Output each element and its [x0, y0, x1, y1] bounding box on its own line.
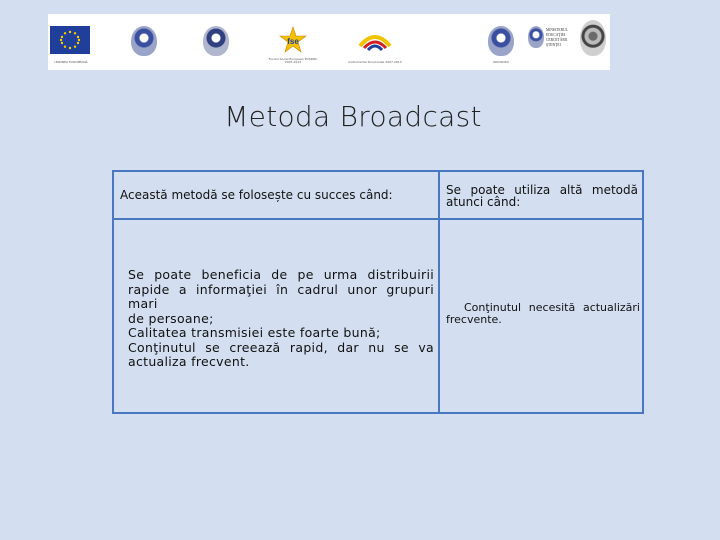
body-left-line: Conţinutul se creează rapid, dar nu se va — [128, 339, 434, 355]
ministerul-educatiei-logo — [528, 14, 572, 70]
coat-of-arms-icon — [488, 26, 514, 56]
body-left-line: Calitatea transmisiei este foarte bună; — [128, 325, 381, 340]
body-left-line: rapide a informaţiei în cadrul unor grupuri mari — [128, 281, 434, 311]
university-crest-icon — [580, 20, 606, 56]
header-right-line1: Se poate utiliza altă metodă — [446, 183, 638, 197]
svg-text:fse: fse — [287, 37, 299, 46]
body-left-line: de persoane; — [128, 310, 214, 326]
coat-of-arms-icon — [528, 26, 544, 48]
body-left-line: Se poate beneficia de pe urma distribuirii — [128, 267, 434, 282]
header-right-line2: atunci când: — [446, 195, 521, 209]
header-right-text — [440, 172, 642, 208]
coat-of-arms-icon — [203, 26, 229, 56]
fse-caption: Fondul Social European POSDRU 2007-2013 — [268, 57, 318, 64]
universitate-logo — [576, 14, 610, 70]
body-right-text — [440, 220, 642, 326]
body-cell-left — [113, 219, 439, 413]
table-header-row — [113, 171, 643, 219]
body-right-word: necesită — [528, 301, 576, 314]
body-right-word: actualizări — [582, 301, 640, 314]
body-left-text — [114, 220, 438, 370]
comparison-table — [112, 170, 644, 414]
fse-logo — [268, 14, 318, 70]
header-cell-left — [113, 171, 439, 219]
body-right-word: Conţinutul — [464, 301, 522, 314]
header-cell-right — [439, 171, 643, 219]
body-left-line: actualiza frecvent. — [128, 354, 250, 369]
ministerul-muncii-logo — [200, 14, 232, 70]
instrumente-caption: Instrumente Structurale 2007-2013 — [348, 60, 402, 64]
eu-flag-logo — [48, 14, 94, 70]
header-left-text: Această metodă se folosește cu succes când: — [120, 188, 393, 202]
instrumente-structurale-logo — [346, 14, 404, 70]
coat-of-arms-icon — [131, 26, 157, 56]
oipsdru-caption: OIPOSDRU — [493, 60, 509, 64]
fse-star-icon — [279, 26, 307, 56]
guvernul-romaniei-logo — [128, 14, 160, 70]
body-right-line2: frecvente. — [446, 313, 502, 326]
instrumente-structurale-icon — [357, 24, 393, 54]
table-body-row — [113, 219, 643, 413]
eu-flag-icon — [50, 26, 90, 54]
eu-caption: UNIUNEA EUROPEANĂ — [54, 60, 88, 64]
body-cell-right — [439, 219, 643, 413]
oipsdru-logo — [484, 14, 518, 70]
ministry-text: MINISTERUL EDUCAŢIEI CERCETĂRII ŞTIINŢEI — [546, 28, 568, 47]
page-title: Metoda Broadcast — [224, 100, 482, 133]
logo-banner — [48, 14, 610, 70]
